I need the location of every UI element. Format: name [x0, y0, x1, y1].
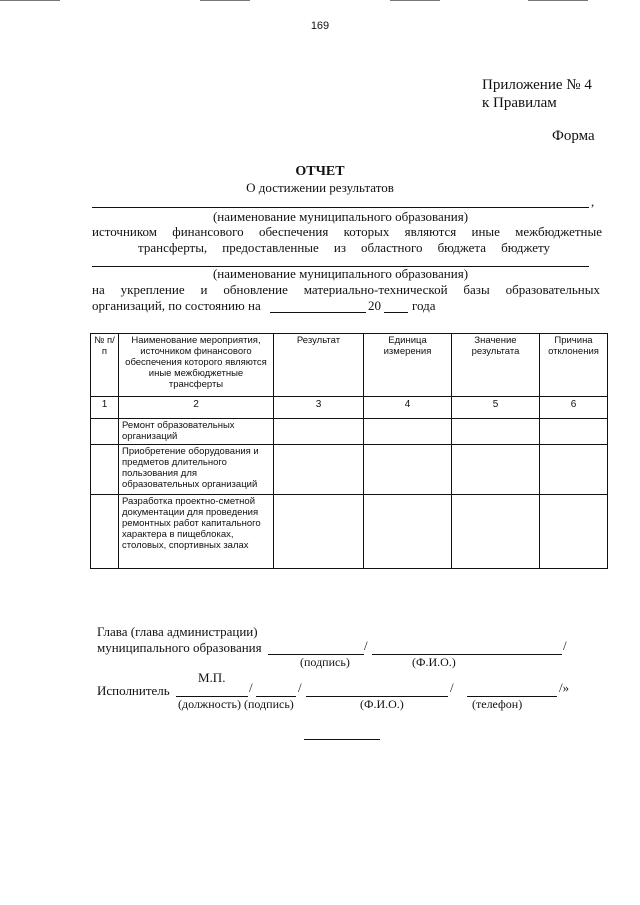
header-result: Результат [274, 334, 364, 397]
executor-slash-2: / [298, 680, 302, 695]
caption-position-signature: (должность) (подпись) [178, 697, 294, 711]
date-blank [270, 312, 366, 313]
header-value: Значение результата [452, 334, 540, 397]
column-number: 2 [119, 397, 274, 419]
executor-slash-3: / [450, 680, 454, 695]
top-edge-line [390, 0, 440, 1]
row-result-cell [274, 495, 364, 569]
table-number-row [91, 397, 608, 419]
head-slash: / [364, 638, 368, 653]
row-reason-cell [540, 445, 608, 495]
row-number-cell [91, 419, 119, 445]
text-line-4-start: организаций, по состоянию на [92, 298, 261, 313]
row-unit-cell [364, 445, 452, 495]
caption-fio: (Ф.И.О.) [412, 655, 456, 669]
row-activity-name: Разработка проектно-сметной документации для проведения ремонтных работ капитального характера в пищеблоках, столовых, спортивных залах [119, 495, 274, 569]
caption-executor-fio: (Ф.И.О.) [360, 697, 404, 711]
form-label: Форма [552, 128, 595, 144]
report-subtitle: О достижении результатов [246, 180, 394, 195]
row-reason-cell [540, 495, 608, 569]
report-table [90, 333, 608, 569]
row-value-cell [452, 419, 540, 445]
column-number: 4 [364, 397, 452, 419]
top-edge-line [200, 0, 250, 1]
text-line-1: источником финансового обеспечения которых являются иные межбюджетные [92, 224, 602, 239]
appendix-number: Приложение № 4 [482, 77, 592, 93]
caption-signature: (подпись) [300, 655, 350, 669]
top-edge-line [0, 0, 60, 1]
municipality-note-2: (наименование муниципального образования) [212, 266, 469, 281]
report-title: ОТЧЕТ [295, 164, 345, 179]
stamp-place: М.П. [198, 670, 226, 685]
row-result-cell [274, 445, 364, 495]
municipality-blank-1 [92, 207, 589, 208]
table-row [91, 419, 608, 445]
header-activity: Наименование мероприятия, источником финансового обеспечения которого являются иные межбюджетные трансферты [119, 334, 274, 397]
column-number: 1 [91, 397, 119, 419]
column-number: 6 [540, 397, 608, 419]
text-line-2: трансферты, предоставленные из областного бюджета бюджету [138, 240, 550, 255]
text-line-4-year: 20 [368, 298, 381, 313]
row-value-cell [452, 495, 540, 569]
row-unit-cell [364, 495, 452, 569]
head-title-line1: Глава (глава администрации) [97, 624, 258, 639]
head-slash-end: / [563, 638, 567, 653]
row-number-cell [91, 495, 119, 569]
text-line-4-end: года [412, 298, 436, 313]
row-reason-cell [540, 419, 608, 445]
top-edge-line [528, 0, 588, 1]
table-row [91, 445, 608, 495]
head-title-line2: муниципального образования [97, 640, 262, 655]
executor-label: Исполнитель [97, 683, 170, 698]
row-activity-name: Ремонт образовательных организаций [119, 419, 274, 445]
table-row [91, 495, 608, 569]
column-number: 5 [452, 397, 540, 419]
row-number-cell [91, 445, 119, 495]
appendix-rules: к Правилам [482, 95, 557, 111]
municipality-note-1: (наименование муниципального образования) [212, 209, 469, 224]
header-number: № п/п [91, 334, 119, 397]
page-number: 169 [310, 20, 330, 32]
row-result-cell [274, 419, 364, 445]
comma: , [591, 194, 595, 209]
text-line-3: на укрепление и обновление материально-технической базы образовательных [92, 282, 600, 297]
row-unit-cell [364, 419, 452, 445]
header-reason: Причина отклонения [540, 334, 608, 397]
caption-phone: (телефон) [472, 697, 523, 711]
year-blank [384, 312, 408, 313]
head-fio-blank [372, 654, 562, 655]
closing-rule [304, 739, 380, 740]
table-header-row [91, 334, 608, 397]
executor-end-mark: /» [559, 680, 570, 695]
executor-slash-1: / [249, 680, 253, 695]
header-unit: Единица измерения [364, 334, 452, 397]
row-activity-name: Приобретение оборудования и предметов длительного пользования для образовательных организаций [119, 445, 274, 495]
column-number: 3 [274, 397, 364, 419]
row-value-cell [452, 445, 540, 495]
